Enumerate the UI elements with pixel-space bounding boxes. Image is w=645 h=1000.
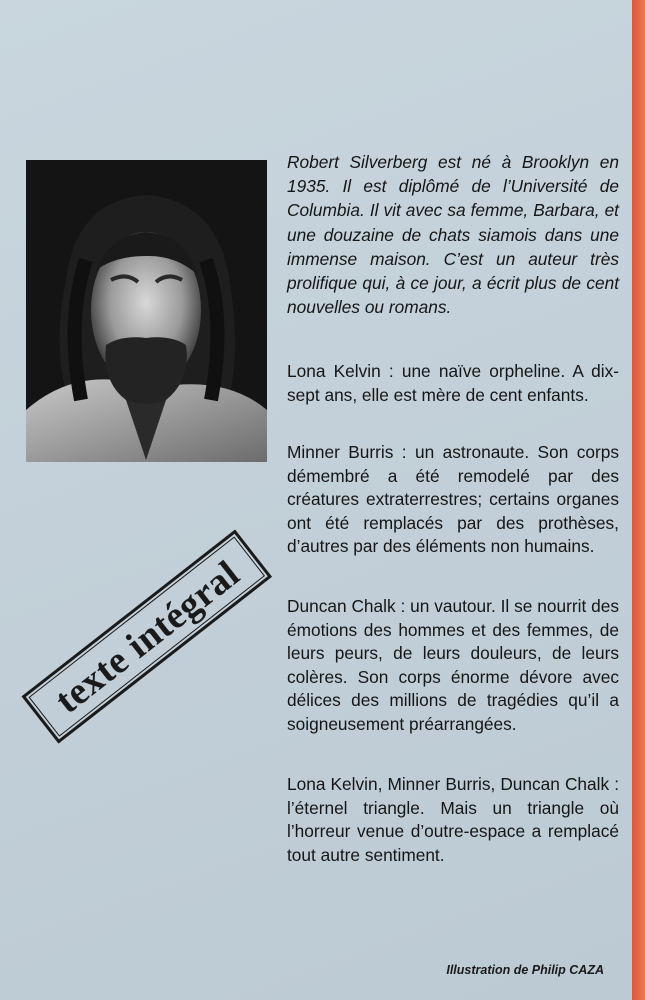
illustration-credit: Illustration de Philip CAZA [446,963,604,977]
author-photo [26,160,267,462]
character-minner-burris: Minner Burris : un astronaute. Son corps démembré a été remodelé par des créatures extraterrestres; certains organes ont été remplacés par des prothèses, d’autres par des éléments non humains. [287,442,619,557]
character-lona-kelvin: Lona Kelvin : une naïve orpheline. A dix-sept ans, elle est mère de cent enfants. [287,361,619,405]
author-bio: Robert Silverberg est né à Brooklyn en 1935. Il est diplômé de l’Université de Columbia. Il vit avec sa femme, Barbara, et une douzaine de chats siamois dans une immense maison. C’est un auteur très prolifique qui, à ce jour, a écrit plus de cent nouvelles ou romans. [287,152,619,318]
texte-integral-stamp: texte intégral [22,529,273,743]
cover-edge-strip [632,0,645,1000]
author-portrait-image [26,160,267,462]
character-duncan-chalk: Duncan Chalk : un vautour. Il se nourrit des émotions des hommes et des femmes, de leurs peurs, de leurs douleurs, de leurs colères. Son corps énorme dévore avec délices des millions de tragédies qu’il a soigneusement préarrangées. [287,596,619,734]
closing-paragraph: Lona Kelvin, Minner Burris, Duncan Chalk : l’éternel triangle. Mais un triangle où l’horreur venue d’outre-espace a remplacé tout autre sentiment. [287,774,619,865]
